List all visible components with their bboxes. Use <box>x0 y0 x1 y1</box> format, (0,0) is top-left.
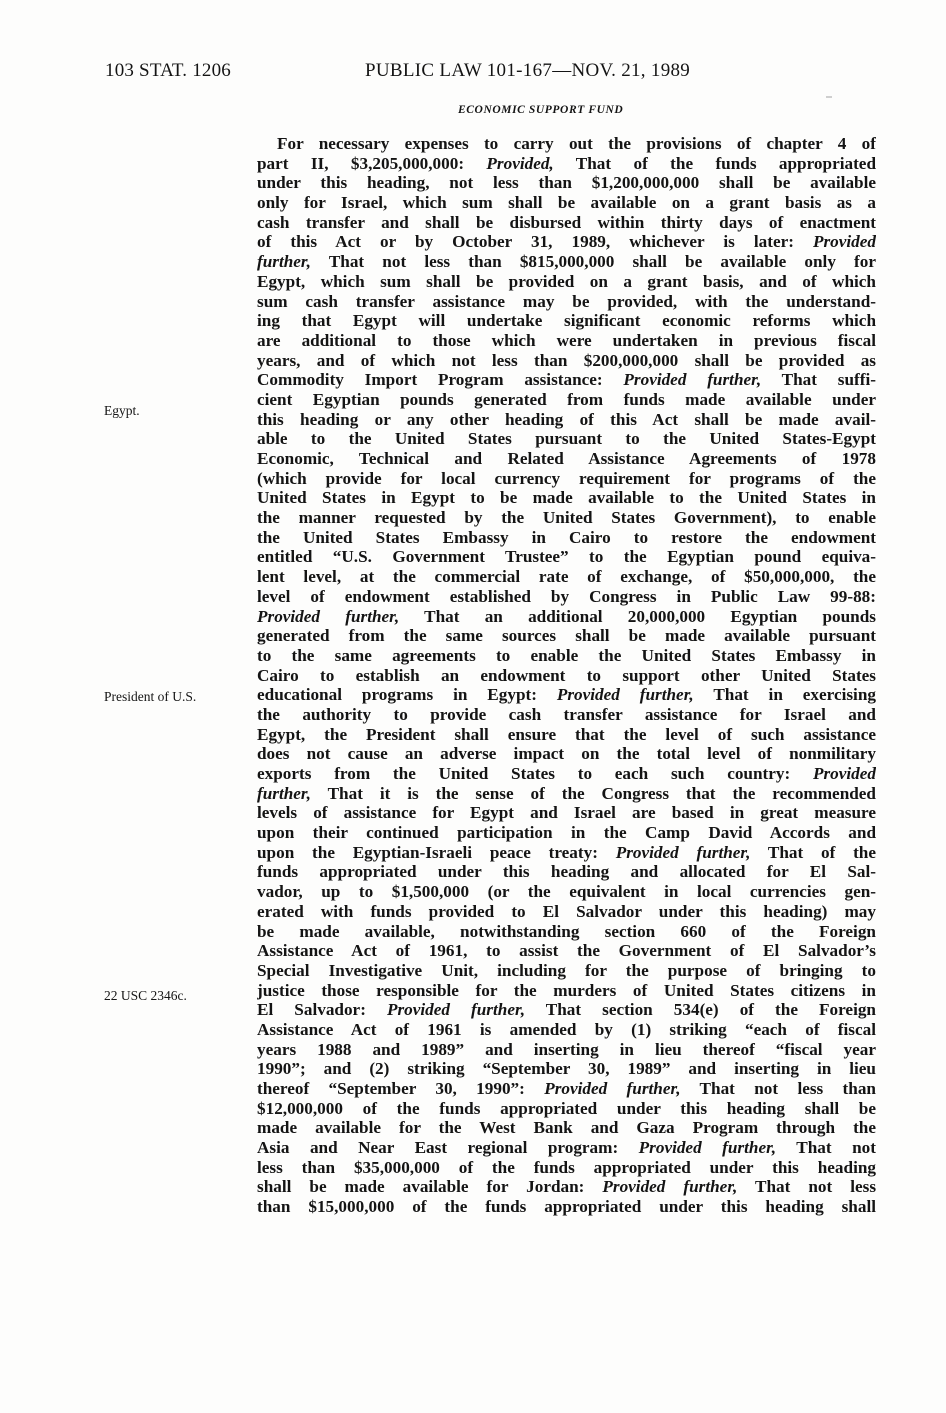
body-text-run: Economic, Technical and Related Assistance Agreements of 1978 <box>257 449 876 468</box>
body-text-run: exports from the United States to each such country: <box>257 764 813 783</box>
body-line <box>257 587 876 607</box>
body-text-run: That not less than <box>680 1079 876 1098</box>
italic-proviso: Provided further, <box>556 685 694 705</box>
body-text-run: able to the United States pursuant to the United States-Egypt <box>257 429 876 449</box>
body-text-run: That not less than $815,000,000 shall be available only for <box>310 252 876 272</box>
body-line <box>257 508 876 528</box>
italic-proviso: Provided further, <box>544 1079 681 1098</box>
body-text-run: Cairo to establish an endowment to support other United States <box>257 665 876 685</box>
body-text-run: vador, up to $1,500,000 (or the equivalent in local currencies gen- <box>257 882 876 902</box>
italic-proviso: Provided further, <box>602 1177 738 1197</box>
body-line <box>257 843 876 863</box>
body-text-run: El Salvador: <box>257 1000 387 1020</box>
body-text-run: United States in Egypt to be made available to the United States in <box>257 488 876 508</box>
italic-proviso: further, <box>257 252 311 272</box>
body-text-run: than $15,000,000 of the funds appropriated under this heading shall <box>257 1197 876 1217</box>
body-text-run: Assistance Act of 1961, to assist the Government of El Salvador’s <box>257 941 876 961</box>
body-text-run: under this heading, not less than $1,200,000,000 shall be available <box>257 173 876 193</box>
margin-note-president: President of U.S. <box>104 689 197 704</box>
body-text-run: to the same agreements to enable the United States Embassy in <box>257 645 876 665</box>
body-text-run: of this Act or by October 31, 1989, whichever is later: <box>257 232 813 252</box>
body-text-run: upon the Egyptian-Israeli peace treaty: <box>257 842 616 862</box>
body-line <box>257 370 876 390</box>
body-line <box>257 351 876 371</box>
statute-page-reference: 103 STAT. 1206 <box>105 60 232 81</box>
body-line <box>257 488 876 508</box>
body-text-run: That section 534(e) of the Foreign <box>525 1000 876 1020</box>
body-text-run: are additional to those which were undertaken in previous fiscal <box>257 330 876 350</box>
body-text-run: level of endowment established by Congress in Public Law 99-88: <box>257 586 876 606</box>
body-text-run: be made available, notwithstanding section 660 of the Foreign <box>257 921 876 941</box>
body-line <box>257 469 876 489</box>
body-text-run: Commodity Import Program assistance: <box>257 370 624 390</box>
body-text-run: only for Israel, which sum shall be available on a grant basis as a <box>257 193 876 213</box>
body-text-run: That it is the sense of the Congress that the recommended <box>310 783 876 803</box>
body-line <box>257 1059 876 1079</box>
body-line <box>257 390 876 410</box>
body-text-run: educational programs in Egypt: <box>257 685 557 705</box>
body-line <box>257 429 876 449</box>
margin-note-egypt: Egypt. <box>104 403 140 418</box>
body-text-run: justice those responsible for the murders of United States citizens in <box>257 980 876 1000</box>
body-text-run: That an additional 20,000,000 Egyptian pounds <box>399 606 876 626</box>
body-line <box>257 922 876 942</box>
body-text-run: levels of assistance for Egypt and Israel are based in great measure <box>257 803 876 823</box>
body-line <box>257 528 876 548</box>
body-text-run: Asia and Near East regional program: <box>257 1138 639 1158</box>
body-line <box>257 646 876 666</box>
running-header: PUBLIC LAW 101-167—NOV. 21, 1989 <box>365 60 691 81</box>
body-line <box>257 1099 876 1119</box>
body-line <box>257 764 876 784</box>
body-line <box>257 725 876 745</box>
body-text-run: cash transfer and shall be disbursed within thirty days of enactment <box>257 212 876 232</box>
italic-proviso: Provided <box>812 764 876 783</box>
body-text-run: cient Egyptian pounds generated from funds made available under <box>257 389 876 409</box>
body-line <box>257 744 876 764</box>
body-line <box>257 547 876 567</box>
body-text-run: That of the <box>750 842 876 862</box>
body-line <box>257 410 876 430</box>
body-text-run: That not less <box>737 1177 876 1197</box>
body-line <box>257 1177 876 1197</box>
body-text-run: generated from the same sources shall be made available pursuant <box>257 626 876 646</box>
body-line <box>257 331 876 351</box>
body-line <box>257 882 876 902</box>
body-text-run: (which provide for local currency requirement for programs of the <box>257 468 876 488</box>
body-line <box>257 1079 876 1099</box>
body-line <box>257 823 876 843</box>
body-line <box>257 666 876 686</box>
body-line <box>257 449 876 469</box>
body-text-run: made available for the West Bank and Gaza Program through the <box>257 1118 876 1138</box>
body-line <box>257 981 876 1001</box>
body-text-run: shall be made available for Jordan: <box>257 1177 603 1197</box>
body-text-run: 1990”; and (2) striking “September 30, 1989” and inserting in lieu <box>257 1059 876 1079</box>
italic-proviso: Provided further, <box>257 606 400 626</box>
italic-proviso: Provided further, <box>638 1138 777 1158</box>
body-line <box>257 1118 876 1138</box>
body-line <box>257 685 876 705</box>
body-text-run: For necessary expenses to carry out the provisions of chapter 4 of <box>277 134 876 153</box>
body-line <box>257 784 876 804</box>
body-line <box>257 134 876 154</box>
body-text-run: years, and of which not less than $200,000,000 shall be provided as <box>257 350 876 370</box>
italic-proviso: Provided further, <box>386 1000 525 1020</box>
body-line <box>257 292 876 312</box>
body-text-run: erated with funds provided to El Salvador under this heading) may <box>257 901 876 921</box>
body-line <box>257 154 876 174</box>
body-line <box>257 803 876 823</box>
margin-note-usc-citation: 22 USC 2346c. <box>104 988 187 1003</box>
body-text-run: Egypt, the President shall ensure that the level of such assistance <box>257 724 876 744</box>
body-line <box>257 862 876 882</box>
body-line <box>257 1040 876 1060</box>
section-heading: ECONOMIC SUPPORT FUND <box>458 104 624 116</box>
body-text-run: years 1988 and 1989” and inserting in lieu thereof “fiscal year <box>257 1039 876 1059</box>
body-text-run: the manner requested by the United States Government), to enable <box>257 508 876 528</box>
body-line <box>257 193 876 213</box>
body-text-run: $12,000,000 of the funds appropriated under this heading shall be <box>257 1098 876 1118</box>
body-text-run: sum cash transfer assistance may be provided, with the understand- <box>257 291 876 311</box>
body-text-run: Assistance Act of 1961 is amended by (1) striking “each of fiscal <box>257 1019 876 1039</box>
body-text-run: the authority to provide cash transfer assistance for Israel and <box>257 704 876 724</box>
italic-proviso: Provided further, <box>615 842 751 862</box>
body-line <box>257 1020 876 1040</box>
body-line <box>257 272 876 292</box>
body-line <box>257 173 876 193</box>
body-line <box>257 1158 876 1178</box>
body-line <box>257 213 876 233</box>
body-text-run: upon their continued participation in the Camp David Accords and <box>257 823 876 843</box>
body-text-run: this heading or any other heading of this Act shall be made avail- <box>257 409 876 429</box>
body-text-run: the United States Embassy in Cairo to restore the endowment <box>257 527 876 547</box>
body-line <box>257 1197 876 1217</box>
body-line <box>257 252 876 272</box>
body-line <box>257 902 876 922</box>
body-text <box>257 134 876 1217</box>
body-line <box>257 232 876 252</box>
body-text-run: funds appropriated under this heading and allocated for El Sal- <box>257 862 876 882</box>
body-line <box>257 1138 876 1158</box>
italic-proviso: Provided <box>812 232 876 252</box>
body-text-run: part II, $3,205,000,000: <box>257 153 487 173</box>
body-line <box>257 1000 876 1020</box>
body-line <box>257 626 876 646</box>
body-line <box>257 607 876 627</box>
body-text-run: That of the funds appropriated <box>553 153 876 173</box>
body-text-run: That not <box>776 1138 876 1158</box>
body-text-run: thereof “September 30, 1990”: <box>257 1079 545 1098</box>
body-text-run: less than $35,000,000 of the funds appropriated under this heading <box>257 1157 876 1177</box>
body-text-run: does not cause an adverse impact on the total level of nonmilitary <box>257 744 876 764</box>
body-line <box>257 705 876 725</box>
body-line <box>257 311 876 331</box>
scan-speck <box>826 96 832 98</box>
body-text-run: ing that Egypt will undertake significant economic reforms which <box>257 311 876 331</box>
body-line <box>257 961 876 981</box>
body-text-run: That suffi- <box>761 370 876 390</box>
body-line <box>257 567 876 587</box>
body-text-run: entitled “U.S. Government Trustee” to the Egyptian pound equiva- <box>257 547 876 567</box>
italic-proviso: Provided, <box>486 153 554 173</box>
body-text-run: Egypt, which sum shall be provided on a grant basis, and of which <box>257 271 876 291</box>
italic-proviso: further, <box>257 783 311 803</box>
body-line <box>257 941 876 961</box>
body-text-run: lent level, at the commercial rate of exchange, of $50,000,000, the <box>257 567 876 587</box>
italic-proviso: Provided further, <box>623 370 762 390</box>
body-text-run: Special Investigative Unit, including for the purpose of bringing to <box>257 960 876 980</box>
body-text-run: That in exercising <box>693 685 876 705</box>
